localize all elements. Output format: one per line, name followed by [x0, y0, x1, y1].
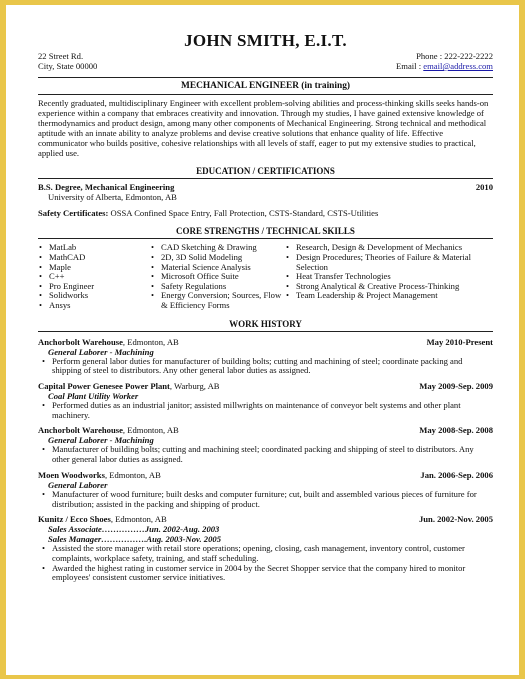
- skills-column-3: [285, 243, 493, 310]
- graduation-year: 2010: [475, 182, 493, 193]
- skill-item: • Strong Analytical & Creative Process-Thinking: [285, 282, 493, 292]
- skill-item: • Research, Design & Development of Mechanics: [285, 243, 493, 253]
- job-duties: [38, 445, 493, 464]
- job-duties: [38, 490, 493, 509]
- job-entry: [38, 514, 493, 583]
- job-header: [38, 381, 493, 391]
- skill-item: • MathCAD: [38, 253, 150, 263]
- skills-columns: [38, 243, 493, 310]
- summary-paragraph: Recently graduated, multidisciplinary Engineer with excellent problem-solving abilities and process-thinking skills seeks hands-on experience within a company that embraces creativity and innovation. Through my studies, I have gained extensive knowledge of thermodynamics and product design, among many other components of Mechanical Engineering. Strong technical and methodical aptitude with an innate ability to analyze problems and devise creative solutions that enhance quality of life. Effective communicator who builds positive, cohesive relationships with all levels of staff, eager to put my extensive studies to practical, applied use.: [38, 98, 489, 158]
- job-role: Sales Associate……………Jun. 2002-Aug. 2003: [48, 524, 220, 535]
- school: University of Alberta, Edmonton, AB: [48, 192, 177, 203]
- job-company: Capital Power Genesee Power Plant: [38, 381, 170, 391]
- job-role: Sales Manager…………….Aug. 2003-Nov. 2005: [48, 534, 221, 545]
- email-line: [396, 61, 493, 71]
- resume-page: [6, 5, 519, 675]
- address-line-1: 22 Street Rd.: [38, 51, 84, 61]
- job-duty: • Perform general labor duties for manufacturer of building bolts; cutting and machining of steel; coordinate packing and shipping of steel to distributors. Any other general labor duties as assigned.: [38, 357, 493, 376]
- skill-item: • CAD Sketching & Drawing: [150, 243, 285, 253]
- job-duty: • Manufacturer of building bolts; cutting and machining steel; coordinated packing and shipping of steel to distributors. Any other general labor duties as assigned.: [38, 445, 493, 464]
- job-location: , Edmonton, AB: [122, 425, 179, 436]
- job-duty: • Performed duties as an industrial janitor; assisted millwrights on maintenance of conveyor belt systems and other plant machinery.: [38, 401, 493, 420]
- address: [38, 51, 97, 71]
- address-line-2: City, State 00000: [38, 61, 98, 71]
- skill-item: • 2D, 3D Solid Modeling: [150, 253, 285, 263]
- job-dates: Jun. 2002-Nov. 2005: [418, 514, 493, 525]
- safety-certificates: [38, 208, 493, 218]
- job-company: Moen Woodworks: [38, 469, 105, 480]
- job-role: General Laborer - Machining: [48, 346, 154, 357]
- education-degree-row: [38, 182, 493, 192]
- skill-item: • Design Procedures; Theories of Failure & Material Selection: [285, 253, 493, 272]
- job-company: Kunitz / Ecco Shoes: [38, 514, 111, 525]
- job-role: Coal Plant Utility Worker: [48, 391, 139, 401]
- job-company: Anchorbolt Warehouse: [38, 425, 123, 436]
- degree: B.S. Degree, Mechanical Engineering: [38, 182, 175, 193]
- candidate-name: JOHN SMITH, E.I.T.: [184, 31, 347, 50]
- job-company: Anchorbolt Warehouse: [38, 336, 123, 347]
- job-header: [38, 514, 493, 524]
- education-heading: EDUCATION / CERTIFICATIONS: [38, 164, 493, 179]
- job-location: , Warburg, AB: [169, 381, 220, 391]
- job-duty: • Manufacturer of wood furniture; built desks and computer furniture; cut, built and assembled various pieces of furniture for distribution; assisted in the packing and shipping of product.: [38, 490, 493, 509]
- job-duties: [38, 401, 493, 420]
- email-link[interactable]: email@address.com: [423, 61, 493, 71]
- email-label: Email :: [396, 61, 422, 71]
- job-entry: [38, 381, 493, 420]
- skills-heading: CORE STRENGTHS / TECHNICAL SKILLS: [38, 224, 493, 239]
- skills-column-1: [38, 243, 150, 310]
- job-location: , Edmonton, AB: [110, 514, 167, 525]
- job-dates: May 2009-Sep. 2009: [419, 381, 493, 391]
- safety-label: Safety Certificates:: [38, 208, 109, 219]
- job-header: [38, 470, 493, 480]
- skill-item: • Ansys: [38, 301, 150, 311]
- job-entry: [38, 337, 493, 376]
- job-location: , Edmonton, AB: [122, 336, 179, 347]
- job-entry: [38, 425, 493, 464]
- job-role: General Laborer - Machining: [48, 435, 154, 446]
- skill-item: • Pro Engineer: [38, 282, 150, 292]
- job-header: [38, 337, 493, 347]
- phone-label: Phone :: [416, 51, 443, 61]
- job-dates: May 2008-Sep. 2008: [419, 425, 493, 436]
- work-heading: WORK HISTORY: [38, 317, 493, 332]
- job-header: [38, 425, 493, 435]
- contact-block: [38, 51, 493, 77]
- skill-item: • Safety Regulations: [150, 282, 285, 292]
- skill-item: • C++: [38, 272, 150, 282]
- objective-title: MECHANICAL ENGINEER (in training): [38, 77, 493, 95]
- skill-item: • Microsoft Office Suite: [150, 272, 285, 282]
- skill-item: • Heat Transfer Technologies: [285, 272, 493, 282]
- skill-item: • Material Science Analysis: [150, 263, 285, 273]
- skill-item: • MatLab: [38, 243, 150, 253]
- job-dates: May 2010-Present: [426, 336, 493, 347]
- skill-item: • Solidworks: [38, 291, 150, 301]
- skill-item: • Team Leadership & Project Management: [285, 291, 493, 301]
- phone-line: [396, 51, 493, 61]
- job-duty: • Awarded the highest rating in customer service in 2004 by the Secret Shopper service that the company hired to monitor employees' consistent customer service initiatives.: [38, 564, 493, 583]
- job-duty: • Assisted the store manager with retail store operations; opening, closing, cash management, inventory control, customer complaints, workplace safety, training, and staff scheduling.: [38, 544, 493, 563]
- job-duties: [38, 544, 493, 583]
- job-dates: Jan. 2006-Sep. 2006: [420, 469, 493, 480]
- safety-text: OSSA Confined Space Entry, Fall Protection, CSTS-Standard, CSTS-Utilities: [110, 208, 379, 219]
- job-duties: [38, 357, 493, 376]
- job-entry: [38, 470, 493, 509]
- phone-number: 222-222-2222: [444, 51, 493, 61]
- skills-column-2: [150, 243, 285, 310]
- skill-item: • Energy Conversion; Sources, Flow & Efficiency Forms: [150, 291, 285, 310]
- contact-details: [396, 51, 493, 71]
- skill-item: • Maple: [38, 263, 150, 273]
- job-role: General Laborer: [48, 479, 108, 490]
- job-location: , Edmonton, AB: [104, 469, 161, 480]
